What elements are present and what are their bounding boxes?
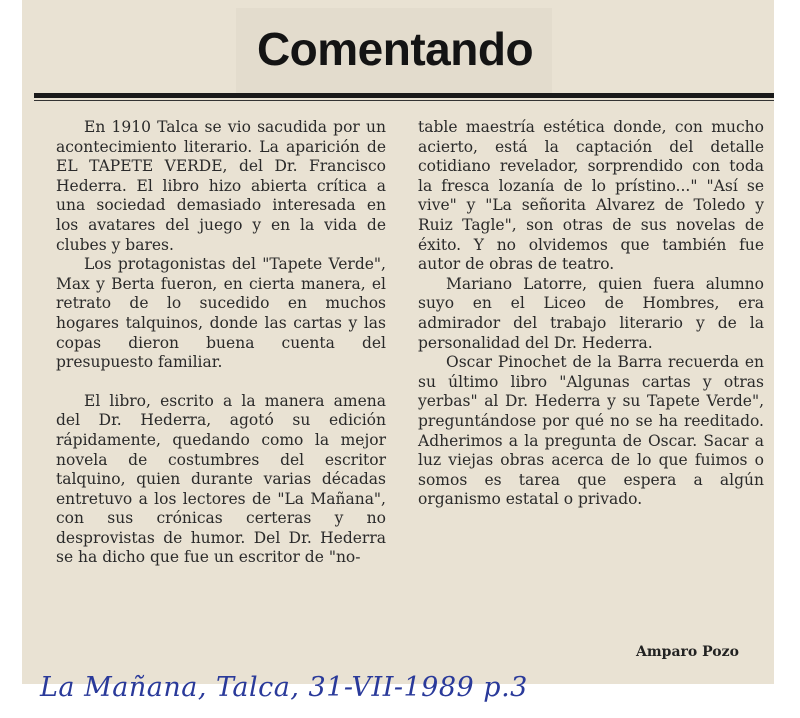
handwritten-source-note: La Mañana, Talca, 31-VII-1989 p.3 <box>40 672 528 703</box>
column-title: Comentando <box>256 23 534 75</box>
article-column-right <box>418 118 764 510</box>
article-paragraph: En 1910 Talca se vio sacudida por un acontecimiento literario. La aparición de EL TAPETE VERDE, del Dr. Francisco Hederra. El libro hizo abierta crítica a una sociedad demasiado interesada en los avatares del juego y en la vida de clubes y bares. <box>56 118 386 254</box>
article-paragraph: Oscar Pinochet de la Barra recuerda en su último libro "Algunas cartas y otras yerbas" al Dr. Hederra y su Tapete Verde", preguntándose por qué no se ha reeditado. Adherimos a la pregunta de Oscar. Sacar a luz viejas obras acerca de lo que fuimos o somos es tarea que espera a algún organismo estatal o privado. <box>418 353 764 509</box>
article-paragraph: Mariano Latorre, quien fuera alumno suyo en el Liceo de Hombres, era admirador del trabajo literario y de la personalidad del Dr. Hederra. <box>418 274 764 352</box>
article-paragraph: table maestría estética donde, con mucho acierto, está la captación del detalle cotidiano revelador, sorprendido con toda la fresca lozanía de lo prístino..." "Así se vive" y "La señorita Alvarez de Toledo y Ruiz Tagle", son otras de sus novelas de éxito. Y no olvidemos que también fue autor de obras de teatro. <box>418 118 764 274</box>
article-paragraph: Los protagonistas del "Tapete Verde", Max y Berta fueron, en cierta manera, el retrato de lo sucedido en muchos hogares talquinos, donde las cartas y las copas dieron buena cuenta del presupuesto familiar. <box>56 255 386 372</box>
page-margin <box>774 0 800 718</box>
article-column-left <box>56 118 386 568</box>
heading-rule <box>34 93 774 98</box>
heading-rule-thin <box>34 100 774 101</box>
article-paragraph: El libro, escrito a la manera amena del Dr. Hederra, agotó su edición rápidamente, quedando como la mejor novela de costumbres del escritor talquino, quien durante varias décadas entretuvo a los lectores de "La Mañana", con sus crónicas certeras y no desprovistas de humor. Del Dr. Hederra se ha dicho que fue un escritor de "no- <box>56 391 386 567</box>
author-signature: Amparo Pozo <box>636 644 739 660</box>
